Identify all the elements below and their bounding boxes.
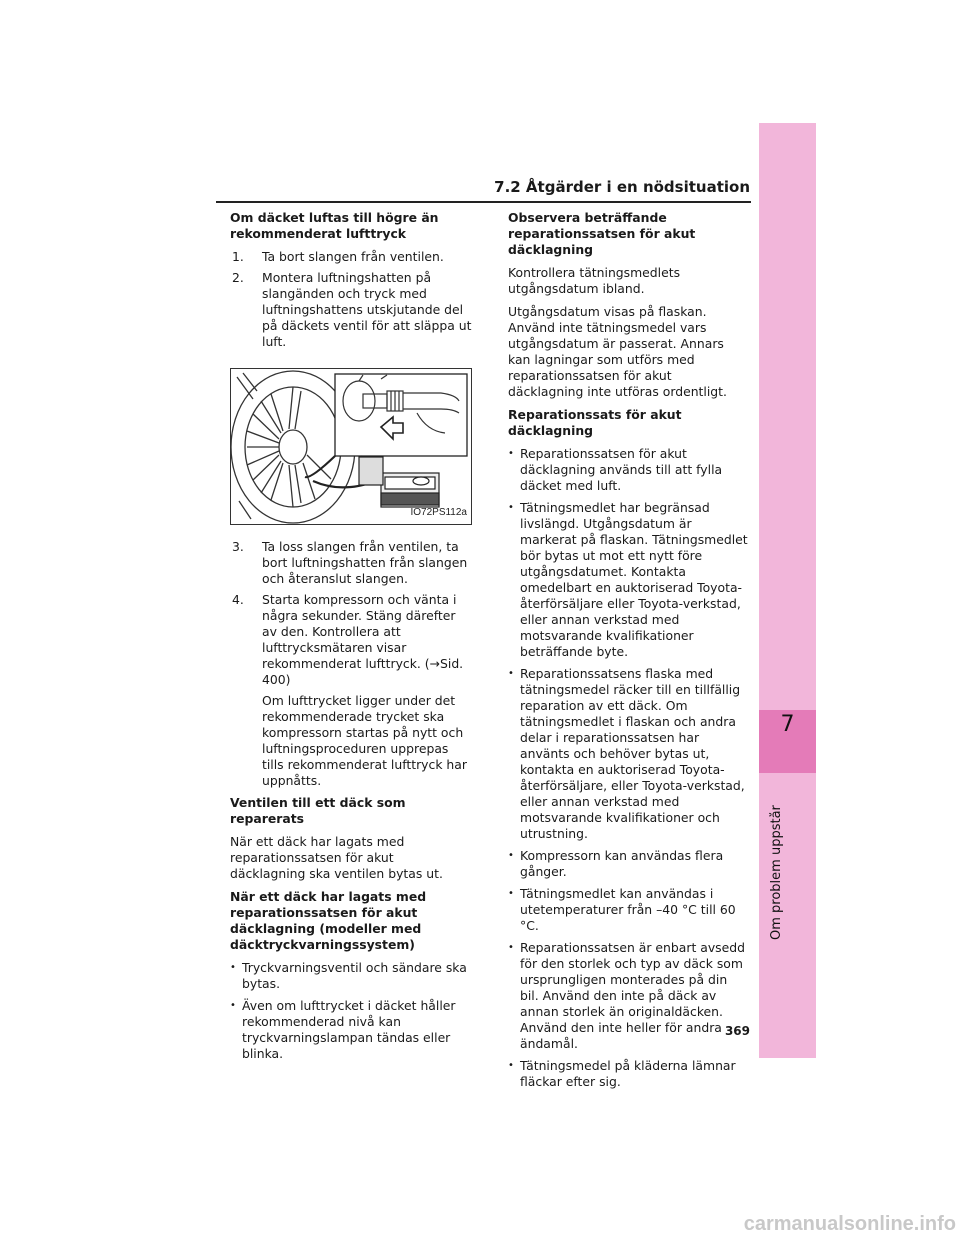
list-item: • Reparationssatsen är enbart avsedd för den storlek och typ av däck som ursprungligen monterades på din bil. Använd den inte på däck av annan storlek än originaldäcken. Använd den inte heller för andra ändamål.	[508, 940, 748, 1052]
list-item: • Kompressorn kan användas flera gånger.	[508, 848, 748, 880]
list-item: • Reparationssatsen för akut däcklagning används till att fylla däcket med luft.	[508, 446, 748, 494]
wheel-compressor-drawing	[231, 369, 471, 524]
list-item: • Tryckvarningsventil och sändare ska bytas.	[230, 960, 472, 992]
step-number: 3.	[232, 539, 244, 554]
chapter-side-tab	[759, 123, 816, 1058]
step-3	[230, 539, 472, 587]
step-text: Ta bort slangen från ventilen.	[262, 249, 444, 264]
list-item: • Tätningsmedel på kläderna lämnar fläckar efter sig.	[508, 1058, 748, 1090]
right-column	[508, 210, 748, 1096]
step-1	[230, 249, 472, 265]
step-text: Starta kompressorn och vänta i några sekunder. Stäng därefter av den. Kontrollera att lufttrycksmätaren visar rekommenderat lufttryck. (→Sid. 400)	[262, 592, 464, 687]
page-number: 369	[724, 1024, 750, 1038]
watermark: carmanualsonline.info	[743, 1213, 956, 1235]
paragraph-valve: När ett däck har lagats med reparationssatsen för akut däcklagning ska ventilen bytas ut.	[230, 834, 443, 881]
paragraph-check-date: Kontrollera tätningsmedlets utgångsdatum ibland.	[508, 265, 681, 296]
step-text: Montera luftningshatten på slangänden och tryck med luftningshattens utskjutande del på däckets ventil för att släppa ut luft.	[262, 270, 472, 349]
heading-valve: Ventilen till ett däck som reparerats	[230, 795, 406, 826]
heading-notice-kit: Observera beträffande reparationssatsen för akut däcklagning	[508, 210, 696, 257]
heading-tpws: När ett däck har lagats med reparationssatsen för akut däcklagning (modeller med däcktryckvarningssystem)	[230, 889, 427, 952]
list-item: • Reparationssatsens flaska med tätningsmedel räcker till en tillfällig reparation av ett däck. Om tätningsmedlet i flaskan och andra delar i reparationssatsen har använts och behöver bytas ut, kontakta en auktoriserad Toyota-återförsäljare, eller Toyota-verkstad, eller annan verkstad med motsvarande kvalifikationer och utrustning.	[508, 666, 748, 842]
section-title: 7.2 Åtgärder i en nödsituation	[494, 178, 750, 196]
figure-code: IO72PS112a	[410, 507, 467, 518]
heading-overinflated: Om däcket luftas till högre än rekommenderat lufttryck	[230, 210, 439, 241]
left-column	[230, 210, 472, 1068]
list-item: • Tätningsmedlet kan användas i utetemperaturer från –40 °C till 60 °C.	[508, 886, 748, 934]
list-item: • Tätningsmedlet har begränsad livslängd. Utgångsdatum är markerat på flaskan. Tätningsmedlet bör bytas ut mot ett nytt före utgångsdatumet. Kontakta omedelbart en auktoriserad Toyota-återförsäljare eller Toyota-verkstad, eller annan verkstad med motsvarande kvalifikationer beträffande byte.	[508, 500, 748, 660]
chapter-number: 7	[780, 712, 795, 737]
heading-repair-kit: Reparationssats för akut däcklagning	[508, 407, 682, 438]
step-number: 2.	[232, 270, 244, 285]
header-divider	[216, 201, 751, 203]
step-4-note: Om lufttrycket ligger under det rekommenderade trycket ska kompressorn startas på nytt och luftningsproceduren upprepas tills rekommenderat lufttryck har uppnåtts.	[262, 693, 467, 788]
step-2	[230, 270, 472, 350]
paragraph-expiry: Utgångsdatum visas på flaskan. Använd inte tätningsmedel vars utgångsdatum är passerat. Annars kan lagningar som utförs med reparationssatsen för akut däcklagning inte utföras ordentligt.	[508, 304, 727, 399]
step-text: Ta loss slangen från ventilen, ta bort luftningshatten från slangen och återanslut slangen.	[262, 539, 468, 586]
chapter-label: Om problem uppstår	[769, 805, 784, 940]
list-item: • Även om lufttrycket i däcket håller rekommenderad nivå kan tryckvarningslampan tändas eller blinka.	[230, 998, 472, 1062]
step-4	[230, 592, 472, 688]
step-number: 1.	[232, 249, 244, 264]
tire-valve-illustration	[230, 368, 472, 525]
step-number: 4.	[232, 592, 244, 607]
